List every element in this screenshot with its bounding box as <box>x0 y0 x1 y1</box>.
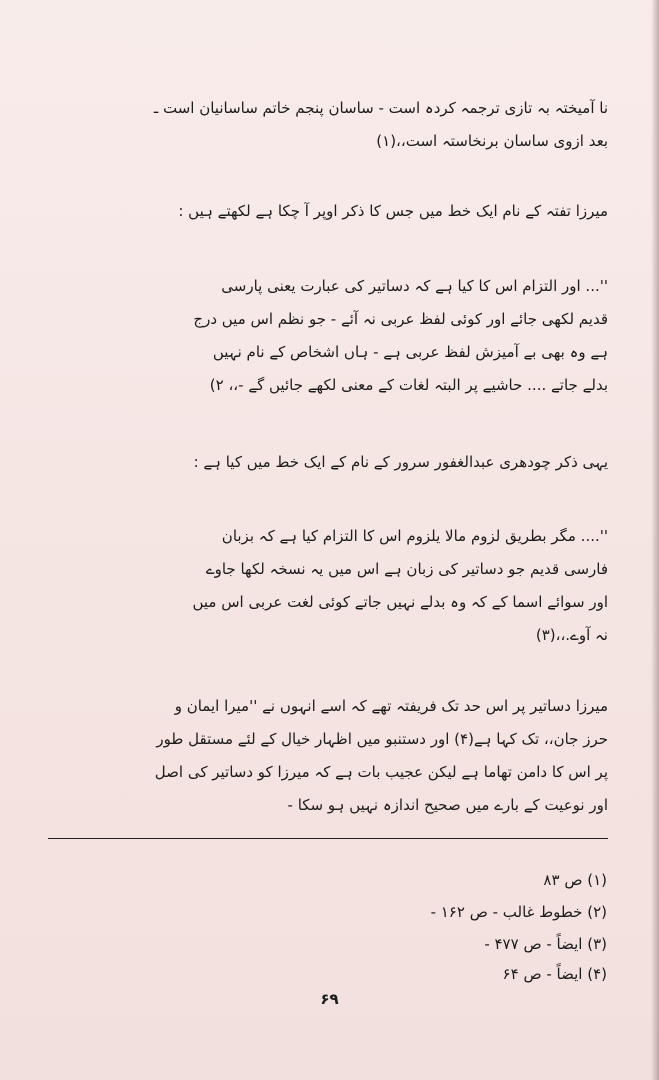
paragraph-3 <box>48 446 608 479</box>
text-line: حرز جان،، تک کہا ہے(۴) اور دستنبو میں اظہار خیال کے لئے مستقل طور <box>156 730 608 748</box>
paragraph-2 <box>48 195 608 228</box>
paragraph-1 <box>48 92 608 158</box>
text-line: فارسی قدیم جو دساتیر کی زبان ہے اس میں یہ نسخہ لکھا جاوے <box>205 560 608 578</box>
text-line: میرزا تفتہ کے نام ایک خط میں جس کا ذکر اوپر آ چکا ہے لکھتے ہیں : <box>178 202 608 220</box>
text-line: اور سوائے اسما کے کہ وہ بدلے نہیں جاتے کوئی لغت عربی اس میں <box>192 593 608 611</box>
page-number: ۶۹ <box>320 990 339 1008</box>
quote-1 <box>48 270 608 402</box>
text-line: قدیم لکھی جائے اور کوئی لفظ عربی نہ آئے - جو نظم اس میں درج <box>193 310 608 328</box>
text-line: ''... اور التزام اس کا کیا ہے کہ دساتیر کی عبارت یعنی پارسی <box>221 277 608 295</box>
text-line: یہی ذکر چودھری عبدالغفور سرور کے نام کے ایک خط میں کیا ہے : <box>193 453 608 471</box>
text-line: نہ آوے.،،(۳) <box>535 626 608 644</box>
page-edge-shadow <box>651 0 659 1080</box>
paragraph-4 <box>48 690 608 822</box>
text-line: ہے وہ بھی بے آمیزش لفظ عربی ہے - ہاں اشخاص کے نام نہیں <box>212 343 608 361</box>
footnote-divider <box>48 838 608 839</box>
quote-2 <box>48 520 608 652</box>
text-line: نا آمیختہ بہ تازی ترجمہ کردہ است - ساسان پنجم خاتم ساسانیان است ـ <box>153 99 608 117</box>
text-line: بدلے جاتے .... حاشیے پر البتہ لغات کے معنی لکھے جائیں گے -،، ۲) <box>209 376 608 394</box>
text-line: بعد ازوی ساسان برنخاستہ است،،(۱) <box>376 132 608 150</box>
footnote-4: (۴) ایضاً - ص ۶۴ <box>502 965 607 983</box>
footnote-2: (۲) خطوط غالب - ص ۱۶۲ - <box>430 903 607 921</box>
footnote-3: (۳) ایضاً - ص ۴۷۷ - <box>484 935 607 953</box>
text-line: میرزا دساتیر پر اس حد تک فریفتہ تھے کہ اسے انہوں نے ''میرا ایمان و <box>174 697 608 715</box>
text-line: پر اس کا دامن تھاما ہے لیکن عجیب بات ہے کہ میرزا کو دساتیر کی اصل <box>154 763 608 781</box>
footnote-1: (۱) ص ۸۳ <box>543 871 607 889</box>
text-line: اور نوعیت کے بارے میں صحیح اندازہ نہیں ہو سکا - <box>287 796 608 814</box>
text-line: ''.... مگر بطریق لزوم مالا یلزوم اس کا التزام کیا ہے کہ بزبان <box>221 527 608 545</box>
